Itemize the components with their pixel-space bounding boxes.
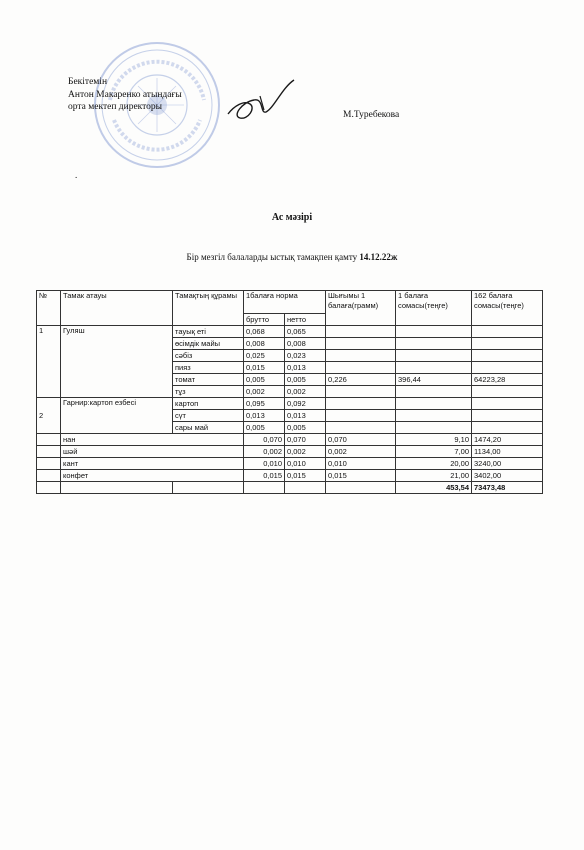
extra-brutto: 0,070 xyxy=(244,434,285,446)
approval-line-1: Бекітемін xyxy=(68,77,108,87)
table-row xyxy=(37,434,543,446)
dish1-output: 0,226 xyxy=(326,374,396,386)
dish2-num: 2 xyxy=(37,398,61,434)
extra-brutto: 0,010 xyxy=(244,458,285,470)
table-row xyxy=(37,446,543,458)
header-brutto: брутто xyxy=(244,314,285,326)
dish2-name: Гарнир:картоп езбесі xyxy=(61,398,173,434)
extra-cost1: 7,00 xyxy=(396,446,472,458)
total-row xyxy=(37,482,543,494)
table-row xyxy=(37,326,543,338)
ingredient-brutto: 0,025 xyxy=(244,350,285,362)
extra-output: 0,002 xyxy=(326,446,396,458)
extra-cost162: 3240,00 xyxy=(472,458,543,470)
dish1-cost1: 396,44 xyxy=(396,374,472,386)
ingredient-netto: 0,002 xyxy=(285,386,326,398)
ingredient-netto: 0,005 xyxy=(285,374,326,386)
extra-netto: 0,010 xyxy=(285,458,326,470)
table-row xyxy=(37,470,543,482)
page-subtitle xyxy=(0,252,584,262)
extra-output: 0,070 xyxy=(326,434,396,446)
ingredient-name: өсімдік майы xyxy=(173,338,244,350)
extra-cost162: 1134,00 xyxy=(472,446,543,458)
extra-netto: 0,015 xyxy=(285,470,326,482)
table-row xyxy=(37,458,543,470)
ingredient-netto: 0,013 xyxy=(285,410,326,422)
ingredient-brutto: 0,008 xyxy=(244,338,285,350)
extra-name: нан xyxy=(61,434,244,446)
ingredient-name: пияз xyxy=(173,362,244,374)
ingredient-netto: 0,005 xyxy=(285,422,326,434)
extra-cost162: 1474,20 xyxy=(472,434,543,446)
extra-name: конфет xyxy=(61,470,244,482)
dish1-name: Гуляш xyxy=(61,326,173,398)
ingredient-name: сәбіз xyxy=(173,350,244,362)
table-row xyxy=(37,398,543,410)
header-name: Тамак атауы xyxy=(61,291,173,326)
dish1-num: 1 xyxy=(37,326,61,398)
ingredient-netto: 0,065 xyxy=(285,326,326,338)
extra-cost162: 3402,00 xyxy=(472,470,543,482)
extra-netto: 0,070 xyxy=(285,434,326,446)
ingredient-name: тұз xyxy=(173,386,244,398)
ingredient-name: сары май xyxy=(173,422,244,434)
header-cost162: 162 балаға сомасы(теңге) xyxy=(472,291,543,326)
extra-cost1: 20,00 xyxy=(396,458,472,470)
header-cost1: 1 балаға сомасы(теңге) xyxy=(396,291,472,326)
page-title: Ас мәзірі xyxy=(271,212,313,223)
table-header-row xyxy=(37,291,543,314)
ingredient-name: сүт xyxy=(173,410,244,422)
ingredient-name: картоп xyxy=(173,398,244,410)
extra-name: кант xyxy=(61,458,244,470)
ingredient-netto: 0,008 xyxy=(285,338,326,350)
extra-output: 0,010 xyxy=(326,458,396,470)
header-norm: 1балаға норма xyxy=(244,291,326,314)
approval-line-3: орта мектеп директоры xyxy=(68,102,163,112)
approval-block xyxy=(68,76,182,114)
dish1-cost162: 64223,28 xyxy=(472,374,543,386)
ingredient-brutto: 0,013 xyxy=(244,410,285,422)
ingredient-brutto: 0,095 xyxy=(244,398,285,410)
ingredient-name: тауық еті xyxy=(173,326,244,338)
ingredient-netto: 0,023 xyxy=(285,350,326,362)
ingredient-brutto: 0,068 xyxy=(244,326,285,338)
total-cost162: 73473,48 xyxy=(472,482,543,494)
ingredient-brutto: 0,015 xyxy=(244,362,285,374)
stray-mark: . xyxy=(75,170,78,180)
extra-netto: 0,002 xyxy=(285,446,326,458)
ingredient-netto: 0,013 xyxy=(285,362,326,374)
menu-table xyxy=(36,290,543,494)
extra-output: 0,015 xyxy=(326,470,396,482)
ingredient-brutto: 0,005 xyxy=(244,422,285,434)
header-output: Шығымы 1 балаға(грамм) xyxy=(326,291,396,326)
extra-cost1: 9,10 xyxy=(396,434,472,446)
approval-line-2: Антон Макаренко атындағы xyxy=(68,89,182,100)
header-num: № xyxy=(37,291,61,326)
extra-brutto: 0,002 xyxy=(244,446,285,458)
director-signature xyxy=(220,76,300,126)
extra-name: шәй xyxy=(61,446,244,458)
ingredient-brutto: 0,002 xyxy=(244,386,285,398)
total-cost1: 453,54 xyxy=(396,482,472,494)
extra-brutto: 0,015 xyxy=(244,470,285,482)
ingredient-name: томат xyxy=(173,374,244,386)
header-composition: Тамақтың құрамы xyxy=(173,291,244,326)
subtitle-date: 14.12.22ж xyxy=(359,252,398,262)
subtitle-text: Бір мезгіл балаларды ыстық тамақпен қамту xyxy=(186,252,358,262)
extra-cost1: 21,00 xyxy=(396,470,472,482)
header-netto: нетто xyxy=(285,314,326,326)
ingredient-brutto: 0,005 xyxy=(244,374,285,386)
ingredient-netto: 0,092 xyxy=(285,398,326,410)
director-name: М.Туребекова xyxy=(343,110,400,120)
